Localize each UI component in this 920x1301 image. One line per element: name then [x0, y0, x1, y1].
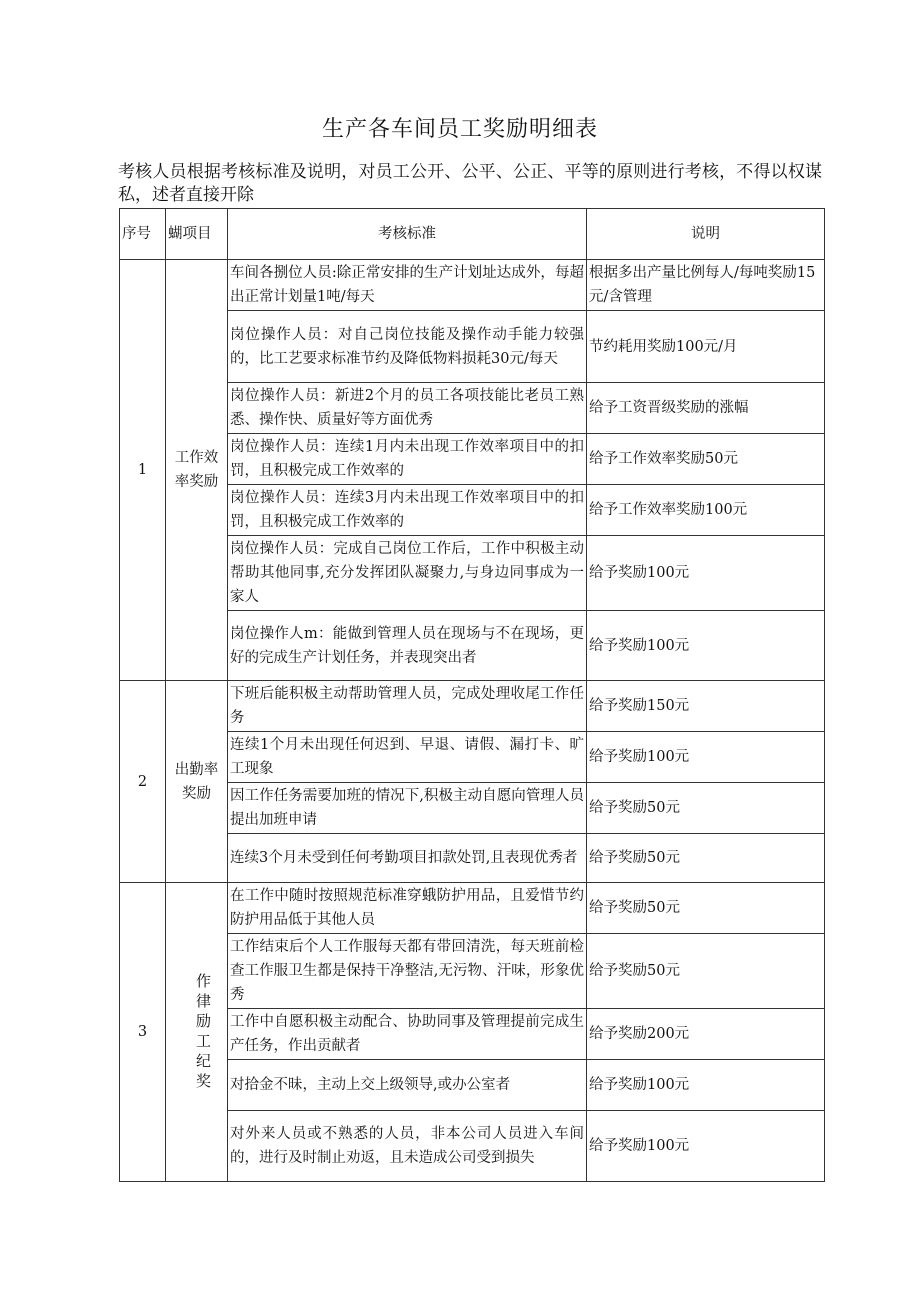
criteria-cell: 岗位操作人员：连续3月内未出现工作效率项目中的扣罚，且积极完成工作效率的	[228, 485, 587, 536]
group-item	[166, 883, 228, 1182]
note-cell: 给予奖励100元	[587, 732, 825, 783]
note-cell: 根据多出产量比例每人/每吨奖励15元/含管理	[587, 260, 825, 311]
group-item-label: 作律励工纪奖	[195, 971, 211, 1090]
note-cell: 给予奖励200元	[587, 1009, 825, 1060]
header-item: 蝴项目	[166, 209, 228, 260]
group-item: 工作效率奖励	[166, 260, 228, 681]
note-cell: 给予工作效率奖励50元	[587, 434, 825, 485]
table-row	[120, 883, 825, 934]
criteria-cell: 下班后能积极主动帮助管理人员，完成处理收尾工作任务	[228, 681, 587, 732]
criteria-cell: 岗位操作人员：连续1月内未出现工作效率项目中的扣罚，且积极完成工作效率的	[228, 434, 587, 485]
note-cell: 给予奖励100元	[587, 611, 825, 681]
note-cell: 给予奖励100元	[587, 536, 825, 611]
criteria-cell: 工作结束后个人工作服每天都有带回清洗，每天班前检查工作服卫生都是保持干净整洁,无污物、汗味，形象优秀	[228, 934, 587, 1009]
header-note: 说明	[587, 209, 825, 260]
criteria-cell: 因工作任务需要加班的情况下,积极主动自愿向管理人员提出加班申请	[228, 783, 587, 834]
intro-paragraph: 考核人员根据考核标准及说明，对员工公开、公平、公正、平等的原则进行考核，不得以权谋私，述者直接开除	[118, 162, 822, 205]
group-number: 2	[120, 681, 166, 883]
note-cell: 节约耗用奖励100元/月	[587, 311, 825, 383]
page-title: 生产各车间员工奖励明细表	[321, 117, 598, 142]
note-cell: 给予奖励50元	[587, 934, 825, 1009]
note-cell: 给予奖励50元	[587, 783, 825, 834]
reward-table	[119, 208, 825, 1182]
criteria-cell: 在工作中随时按照规范标准穿蛾防护用品，且爱惜节约防护用品低于其他人员	[228, 883, 587, 934]
header-no: 序号	[120, 209, 166, 260]
note-cell: 给予奖励100元	[587, 1111, 825, 1182]
note-cell: 给予工作效率奖励100元	[587, 485, 825, 536]
criteria-cell: 连续1个月未出现任何迟到、早退、请假、漏打卡、旷工现象	[228, 732, 587, 783]
note-cell: 给予奖励100元	[587, 1060, 825, 1111]
note-cell: 给予奖励150元	[587, 681, 825, 732]
criteria-cell: 工作中自愿积极主动配合、协助同事及管理提前完成生产任务，作出贡献者	[228, 1009, 587, 1060]
criteria-cell: 岗位操作人m：能做到管理人员在现场与不在现场，更好的完成生产计划任务，并表现突出者	[228, 611, 587, 681]
criteria-cell: 对外来人员或不熟悉的人员，非本公司人员进入车间的，进行及时制止劝返，且未造成公司受到损失	[228, 1111, 587, 1182]
header-row	[120, 209, 825, 260]
group-item: 出勤率奖励	[166, 681, 228, 883]
criteria-cell: 连续3个月未受到任何考勤项目扣款处罚,且表现优秀者	[228, 834, 587, 883]
criteria-cell: 岗位操作人员：完成自己岗位工作后，工作中积极主动帮助其他同事,充分发挥团队凝聚力,与身边同事成为一家人	[228, 536, 587, 611]
header-standard: 考核标准	[228, 209, 587, 260]
note-cell: 给予奖励50元	[587, 883, 825, 934]
criteria-cell: 车间各捌位人员:除正常安排的生产计划址达成外，每超出正常计划量1吨/每天	[228, 260, 587, 311]
criteria-cell: 岗位操作人员：新进2个月的员工各项技能比老员工熟悉、操作快、质量好等方面优秀	[228, 383, 587, 434]
criteria-cell: 对拾金不昧，主动上交上级领导,或办公室者	[228, 1060, 587, 1111]
note-cell: 给予奖励50元	[587, 834, 825, 883]
table-row	[120, 260, 825, 311]
group-number: 1	[120, 260, 166, 681]
table-row	[120, 681, 825, 732]
criteria-cell: 岗位操作人员：对自己岗位技能及操作动手能力较强的，比工艺要求标准节约及降低物料损耗30元/每天	[228, 311, 587, 383]
group-number: 3	[120, 883, 166, 1182]
note-cell: 给予工资晋级奖励的涨幅	[587, 383, 825, 434]
